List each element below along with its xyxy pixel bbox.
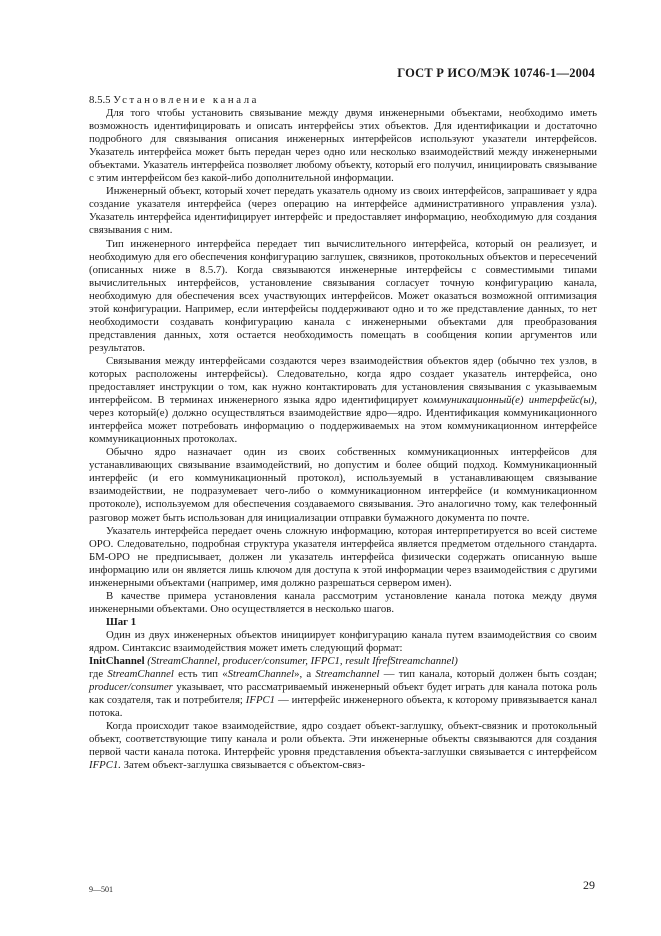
def-text: указывает, что рассматриваемый инженерный объект будет играть для канала потока роль как создателя, так и потребителя;: [89, 681, 597, 707]
syntax-args: (StreamChannel, producer/consumer, IFPC1, result IfrefStreamchannel): [144, 655, 458, 668]
def-term: Streamchannel: [315, 668, 380, 681]
section-number: 8.5.5: [89, 94, 111, 106]
step-paragraph-1: Один из двух инженерных объектов инициирует конфигурацию канала путем взаимодействия со своим ядром. Синтаксис взаимодействия может иметь следующий формат:: [89, 628, 597, 654]
def-term: StreamChannel: [227, 668, 295, 681]
paragraph-5: Обычно ядро назначает один из своих собственных коммуникационных интерфейсов для устанавливающих связывание взаимодействий, но допустим и более общий подход. Коммуникационный интерфейс (и его коммуникационный протокол), используемый в устанавливающем связывание взаимодействии, не подразумевает чего-либо о коммуникационном интерфейсе (и коммуникационном протоколе), используемом для обеспечения создаваемого связывания. Это аналогично тому, как телефонный разговор может быть использован для инициализации отправки бумажного документа по почте.: [89, 446, 597, 524]
paragraph-1: Для того чтобы установить связывание между двумя инженерными объектами, необходимо иметь возможность идентифицировать и описать интерфейсы этих объектов. Для идентификации и достаточно подробного для связывания описания инженерных интерфейсов используют указатели интерфейсов. Указатель интерфейса может быть передан через одно или несколько взаимодействий между инженерными объектами. Указатель интерфейса позволяет любому объекту, который его получил, инициировать связывание с этим интерфейсом без какой-либо дополнительной информации.: [89, 107, 597, 185]
page-content: [89, 94, 597, 772]
def-term: producer/consumer: [89, 681, 173, 694]
step-paragraph-3-text-a: Когда происходит такое взаимодействие, ядро создает объект-заглушку, объект-связник и протокольный объект, соответствующие типу канала и роли объекта. Эти инженерные объекты связываются для создания первой части канала потока. Интерфейс уровня представления объекта-заглушки связывается с интерфейсом: [89, 720, 597, 759]
section-title: Установление канала: [113, 94, 260, 106]
def-text: », а: [294, 668, 316, 681]
paragraph-4: [89, 355, 597, 446]
section-heading: [89, 94, 597, 107]
document-header: ГОСТ Р ИСО/МЭК 10746-1—2004: [397, 66, 595, 80]
paragraph-7: В качестве примера установления канала рассмотрим установление канала потока между двумя инженерными объектами. Оно осуществляется в несколько шагов.: [89, 589, 597, 615]
def-term: StreamChannel: [107, 668, 174, 681]
syntax-name: InitChannel: [89, 655, 145, 668]
paragraph-2: Инженерный объект, который хочет передать указатель одному из своих интерфейсов, запрашивает у ядра создание указателя интерфейса (через операцию на интерфейсе административного управления узла). Указатель интерфейса идентифицирует интерфейс и предоставляет информацию, необходимую для создания связывания с ним.: [89, 185, 597, 237]
paragraph-3: Тип инженерного интерфейса передает тип вычислительного интерфейса, который он реализует, и необходимую для его обеспечения конфигурацию заглушек, связников, протокольных объектов и пересечений (описанных ниже в 8.5.7). Когда связываются инженерные интерфейсы с совместимыми типами вычислительных интерфейсов, установление связывания согласует точную конфигурацию канала, необходимую для обеспечения всех участвующих интерфейсов. Может оказаться возможной оптимизация этой конфигурации. Например, если интерфейсы поддерживают одно и то же представление данных, то нет необходимости создавать конфигурацию канала с инженерными объектами для преобразования представления данных, хотя остается необходимость помещать в сообщения копии аргументов или результатов.: [89, 237, 597, 354]
page-number: 29: [583, 878, 595, 892]
syntax-line: [89, 655, 597, 668]
step-heading: Шаг 1: [106, 615, 137, 628]
term-communication-interface: коммуникационный(е) интерфейс(ы): [423, 394, 595, 407]
step-paragraph-3-text-b: Затем объект-заглушка связывается с объектом-связ-: [120, 759, 366, 772]
def-term: IFPC1: [245, 694, 276, 707]
footer-print-code: 9—501: [89, 885, 113, 894]
definition-paragraph: [89, 668, 597, 720]
term-ifpc1: IFPC1.: [89, 759, 121, 772]
paragraph-4-text-a: Связывания между интерфейсами создаются через взаимодействия объектов ядер (обычно тех узлов, в которых расположены интерфейсы). Следовательно, когда ядро создает указатель интерфейса, оно предоставляет инструкции о том, как нужно контактировать для установления связывания с указываемым интерфейсом. В терминах инженерного языка ядро идентифицирует: [89, 354, 597, 407]
def-text: — тип канала, который должен быть создан;: [379, 668, 597, 681]
def-text: есть тип «: [173, 668, 228, 681]
def-text: — интерфейс инженерного объекта, к которому привязывается канал потока.: [89, 694, 597, 720]
step-paragraph-3: [89, 720, 597, 772]
paragraph-4-text-b: , через который(е) должно осуществляться взаимодействие ядро—ядро. Идентификация коммуникационного интерфейса может потребовать информацию о поддерживаемых на этом коммуникационном интерфейсе коммуникационных протоколах.: [89, 394, 598, 446]
paragraph-6: Указатель интерфейса передает очень сложную информацию, которая интерпретируется во всей системе ОРО. Следовательно, подробная структура указателя интерфейса является предметом отдельного стандарта. БМ-ОРО не предписывает, должен ли указатель интерфейса физически содержать описанную выше информацию или он является лишь ключом для доступа к этой информации через взаимодействия с другими инженерными объектами (например, имя должно разрешаться сервером имен).: [89, 524, 597, 589]
def-text: где: [89, 668, 108, 681]
